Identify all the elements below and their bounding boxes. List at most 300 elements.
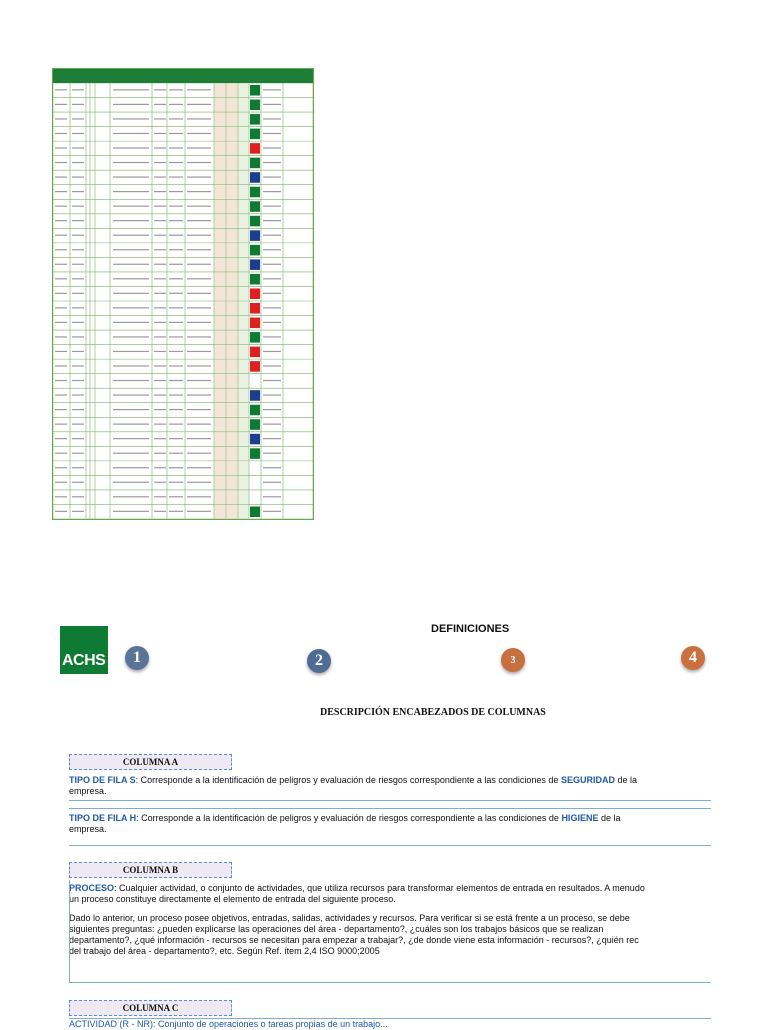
cell-text-mark bbox=[55, 453, 67, 454]
grid-cell-fill bbox=[227, 185, 238, 199]
risk-level-cell bbox=[250, 288, 260, 299]
grid-cell-fill bbox=[239, 171, 249, 185]
grid-cell-fill bbox=[239, 432, 249, 446]
cell-text-mark bbox=[154, 118, 166, 119]
grid-cell-fill bbox=[215, 243, 226, 257]
cell-text-mark bbox=[263, 235, 281, 236]
grid-cell-fill bbox=[215, 389, 226, 403]
grid-cell-fill bbox=[215, 84, 226, 98]
cell-text-mark bbox=[154, 264, 166, 265]
cell-text-mark bbox=[55, 89, 67, 90]
cell-text-mark bbox=[55, 438, 67, 439]
cell-text-mark bbox=[187, 380, 211, 381]
section-title: DESCRIPCIÓN ENCABEZADOS DE COLUMNAS bbox=[320, 707, 546, 718]
cell-text-mark bbox=[72, 191, 84, 192]
grid-cell-fill bbox=[215, 331, 226, 345]
cell-text-mark bbox=[169, 191, 183, 192]
grid-cell-fill bbox=[239, 345, 249, 359]
cell-text-mark bbox=[187, 206, 211, 207]
grid-cell-fill bbox=[215, 258, 226, 272]
cell-text-mark bbox=[113, 278, 149, 279]
cell-text-mark bbox=[113, 336, 149, 337]
risk-level-cell bbox=[250, 129, 260, 140]
risk-level-cell bbox=[250, 506, 260, 517]
risk-level-cell bbox=[250, 405, 260, 416]
risk-level-cell bbox=[250, 419, 260, 430]
grid-cell-fill bbox=[227, 316, 238, 330]
column-a-definition-s: TIPO DE FILA S: Corresponde a la identificación de peligros y evaluación de riesgos correspondiente a las condiciones de SEGURIDAD de la empresa. bbox=[69, 775, 637, 796]
cell-text-mark bbox=[263, 365, 281, 366]
cell-text-mark bbox=[113, 467, 149, 468]
cell-text-mark bbox=[55, 380, 67, 381]
cell-text-mark bbox=[113, 409, 149, 410]
cell-text-mark bbox=[72, 133, 84, 134]
cell-text-mark bbox=[169, 467, 183, 468]
cell-text-mark bbox=[55, 496, 67, 497]
grid-cell-fill bbox=[227, 345, 238, 359]
grid-cell-fill bbox=[215, 214, 226, 228]
cell-text-mark bbox=[55, 365, 67, 366]
cell-text-mark bbox=[169, 394, 183, 395]
grid-cell-fill bbox=[215, 345, 226, 359]
cell-text-mark bbox=[187, 220, 211, 221]
cell-text-mark bbox=[187, 409, 211, 410]
grid-cell-fill bbox=[215, 505, 226, 519]
grid-cell-fill bbox=[227, 156, 238, 170]
grid-cell-fill bbox=[239, 185, 249, 199]
grid-cell-fill bbox=[215, 302, 226, 316]
grid-cell-fill bbox=[215, 98, 226, 112]
cell-text-mark bbox=[187, 365, 211, 366]
cell-text-mark bbox=[187, 176, 211, 177]
cell-text-mark bbox=[113, 220, 149, 221]
cell-text-mark bbox=[154, 336, 166, 337]
cell-text-mark bbox=[154, 176, 166, 177]
cell-text-mark bbox=[113, 496, 149, 497]
cell-text-mark bbox=[187, 147, 211, 148]
divider bbox=[69, 800, 711, 801]
grid-cell-fill bbox=[239, 389, 249, 403]
grid-cell-fill bbox=[227, 200, 238, 214]
cell-text-mark bbox=[72, 424, 84, 425]
term-proceso: PROCESO bbox=[69, 883, 115, 893]
term-tipo-fila-h: TIPO DE FILA H bbox=[69, 813, 137, 823]
keyword-higiene: HIGIENE bbox=[561, 813, 599, 823]
cell-text-mark bbox=[263, 307, 281, 308]
grid-cell-fill bbox=[239, 287, 249, 301]
cell-text-mark bbox=[169, 235, 183, 236]
risk-level-cell bbox=[250, 85, 260, 96]
grid-cell-fill bbox=[227, 331, 238, 345]
grid-cell-fill bbox=[227, 287, 238, 301]
cell-text-mark bbox=[113, 89, 149, 90]
cell-text-mark bbox=[169, 336, 183, 337]
grid-cell-fill bbox=[239, 127, 249, 141]
grid-cell-fill bbox=[227, 403, 238, 417]
cell-text-mark bbox=[55, 249, 67, 250]
grid-cell-fill bbox=[239, 505, 249, 519]
cell-text-mark bbox=[55, 424, 67, 425]
step-circle-4: 4 bbox=[681, 646, 705, 670]
cell-text-mark bbox=[113, 264, 149, 265]
cell-text-mark bbox=[113, 365, 149, 366]
divider bbox=[69, 982, 711, 983]
cell-text-mark bbox=[55, 147, 67, 148]
cell-text-mark bbox=[154, 394, 166, 395]
grid-cell-fill bbox=[227, 461, 238, 475]
risk-level-cell bbox=[250, 100, 260, 111]
risk-level-cell bbox=[250, 274, 260, 285]
grid-cell-fill bbox=[215, 432, 226, 446]
grid-cell-fill bbox=[227, 127, 238, 141]
cell-text-mark bbox=[154, 104, 166, 105]
cell-text-mark bbox=[154, 191, 166, 192]
cell-text-mark bbox=[187, 235, 211, 236]
cell-text-mark bbox=[187, 438, 211, 439]
grid-cell-fill bbox=[215, 200, 226, 214]
grid-cell-fill bbox=[227, 302, 238, 316]
grid-cell-fill bbox=[227, 447, 238, 461]
grid-cell-fill bbox=[215, 461, 226, 475]
cell-text-mark bbox=[187, 336, 211, 337]
keyword-seguridad: SEGURIDAD bbox=[560, 775, 615, 785]
cell-text-mark bbox=[154, 147, 166, 148]
cell-text-mark bbox=[55, 409, 67, 410]
cell-text-mark bbox=[169, 424, 183, 425]
grid-cell-fill bbox=[239, 200, 249, 214]
cell-text-mark bbox=[72, 496, 84, 497]
cell-text-mark bbox=[55, 104, 67, 105]
column-b-label: COLUMNA B bbox=[69, 862, 232, 878]
cell-text-mark bbox=[169, 133, 183, 134]
cell-text-mark bbox=[113, 147, 149, 148]
grid-cell-fill bbox=[239, 229, 249, 243]
cell-text-mark bbox=[113, 133, 149, 134]
grid-cell-fill bbox=[227, 258, 238, 272]
cell-text-mark bbox=[72, 380, 84, 381]
cell-text-mark bbox=[113, 511, 149, 512]
grid-cell-fill bbox=[215, 142, 226, 156]
cell-text-mark bbox=[55, 176, 67, 177]
cell-text-mark bbox=[154, 206, 166, 207]
cell-text-mark bbox=[169, 104, 183, 105]
cell-text-mark bbox=[187, 293, 211, 294]
grid-cell-fill bbox=[239, 403, 249, 417]
grid-cell-fill bbox=[227, 490, 238, 504]
grid-cell-fill bbox=[239, 374, 249, 388]
cell-text-mark bbox=[263, 191, 281, 192]
cell-text-mark bbox=[169, 453, 183, 454]
page-title: DEFINICIONES bbox=[431, 623, 510, 635]
grid-cell-fill bbox=[239, 156, 249, 170]
cell-text-mark bbox=[55, 220, 67, 221]
cell-text-mark bbox=[72, 264, 84, 265]
cell-text-mark bbox=[55, 511, 67, 512]
cell-text-mark bbox=[154, 307, 166, 308]
cell-text-mark bbox=[187, 467, 211, 468]
grid-cell-fill bbox=[239, 316, 249, 330]
cell-text-mark bbox=[169, 380, 183, 381]
cell-text-mark bbox=[72, 438, 84, 439]
cell-text-mark bbox=[55, 307, 67, 308]
cell-text-mark bbox=[263, 424, 281, 425]
grid-cell-fill bbox=[215, 272, 226, 286]
cell-text-mark bbox=[169, 322, 183, 323]
cell-text-mark bbox=[263, 453, 281, 454]
cell-text-mark bbox=[263, 176, 281, 177]
grid-cell-fill bbox=[239, 142, 249, 156]
cell-text-mark bbox=[169, 482, 183, 483]
column-a-definition-h: TIPO DE FILA H: Corresponde a la identificación de peligros y evaluación de riesgos correspondiente a las condiciones de HIGIENE de la empresa. bbox=[69, 813, 621, 834]
cell-text-mark bbox=[154, 380, 166, 381]
cell-text-mark bbox=[263, 482, 281, 483]
cell-text-mark bbox=[169, 176, 183, 177]
cell-text-mark bbox=[263, 438, 281, 439]
cell-text-mark bbox=[187, 307, 211, 308]
cell-text-mark bbox=[113, 104, 149, 105]
grid-cell-fill bbox=[227, 229, 238, 243]
grid-cell-fill bbox=[239, 84, 249, 98]
grid-cell-fill bbox=[227, 214, 238, 228]
cell-text-mark bbox=[169, 89, 183, 90]
cell-text-mark bbox=[263, 249, 281, 250]
grid-cell-fill bbox=[239, 490, 249, 504]
cell-text-mark bbox=[154, 453, 166, 454]
risk-level-cell bbox=[250, 361, 260, 372]
cell-text-mark bbox=[263, 322, 281, 323]
risk-level-cell bbox=[250, 390, 260, 401]
cell-text-mark bbox=[169, 365, 183, 366]
cell-text-mark bbox=[187, 264, 211, 265]
cell-text-mark bbox=[113, 453, 149, 454]
grid-cell-fill bbox=[239, 258, 249, 272]
cell-text-mark bbox=[55, 293, 67, 294]
cell-text-mark bbox=[55, 467, 67, 468]
risk-level-cell bbox=[250, 303, 260, 314]
achs-logo: ACHS bbox=[60, 626, 108, 674]
grid-cell-fill bbox=[227, 389, 238, 403]
cell-text-mark bbox=[154, 162, 166, 163]
cell-text-mark bbox=[55, 191, 67, 192]
cell-text-mark bbox=[187, 351, 211, 352]
cell-text-mark bbox=[169, 147, 183, 148]
cell-text-mark bbox=[263, 278, 281, 279]
grid-cell-fill bbox=[227, 171, 238, 185]
grid-cell-fill bbox=[227, 476, 238, 490]
cell-text-mark bbox=[169, 264, 183, 265]
risk-level-cell bbox=[250, 216, 260, 227]
risk-level-cell bbox=[250, 245, 260, 256]
cell-text-mark bbox=[55, 482, 67, 483]
cell-text-mark bbox=[55, 394, 67, 395]
cell-text-mark bbox=[154, 424, 166, 425]
cell-text-mark bbox=[154, 278, 166, 279]
cell-text-mark bbox=[72, 394, 84, 395]
cell-text-mark bbox=[72, 307, 84, 308]
cell-text-mark bbox=[55, 278, 67, 279]
cell-text-mark bbox=[263, 336, 281, 337]
cell-text-mark bbox=[72, 482, 84, 483]
cell-text-mark bbox=[55, 264, 67, 265]
cell-text-mark bbox=[169, 438, 183, 439]
cell-text-mark bbox=[72, 235, 84, 236]
risk-level-cell bbox=[250, 172, 260, 183]
cell-text-mark bbox=[72, 162, 84, 163]
cell-text-mark bbox=[263, 351, 281, 352]
cell-text-mark bbox=[169, 162, 183, 163]
grid-cell-fill bbox=[215, 156, 226, 170]
risk-level-cell bbox=[250, 158, 260, 169]
risk-level-cell bbox=[250, 187, 260, 198]
cell-text-mark bbox=[55, 118, 67, 119]
cell-text-mark bbox=[263, 511, 281, 512]
grid-cell-fill bbox=[227, 374, 238, 388]
cell-text-mark bbox=[113, 235, 149, 236]
cell-text-mark bbox=[187, 162, 211, 163]
cell-text-mark bbox=[55, 235, 67, 236]
grid-cell-fill bbox=[239, 113, 249, 127]
cell-text-mark bbox=[113, 424, 149, 425]
cell-text-mark bbox=[154, 235, 166, 236]
cell-text-mark bbox=[263, 206, 281, 207]
grid-cell-fill bbox=[215, 447, 226, 461]
grid-cell-fill bbox=[215, 185, 226, 199]
grid-cell-fill bbox=[239, 214, 249, 228]
cell-text-mark bbox=[263, 133, 281, 134]
column-b-definition: PROCESO: Cualquier actividad, o conjunto de actividades, que utiliza recursos para transformar elementos de entrada en resultados. A menudo un proceso constituye directamente el elemento de entrada del siguiente proceso. Dado lo anterior, un proceso posee objetivos, entradas, salidas, actividades y recursos. Para verificar si se está frente a un proceso, se debe siguientes preguntas: ¿pueden explicarse las operaciones del área - departamento?, ¿cuáles son los trabajos básicos que se realizan departamento?, ¿qué información - recursos se necesitan para empezar a trabajar?, ¿de donde viene esta información - recursos?, ¿quién rec del trabajo del área - departamento?, etc. Según Ref. ítem 2,4 ISO 9000;2005 bbox=[69, 883, 645, 956]
cell-text-mark bbox=[169, 278, 183, 279]
cell-text-mark bbox=[55, 336, 67, 337]
grid-cell-fill bbox=[239, 476, 249, 490]
spreadsheet-grid bbox=[53, 83, 313, 519]
cell-text-mark bbox=[187, 322, 211, 323]
cell-text-mark bbox=[113, 293, 149, 294]
cell-text-mark bbox=[154, 351, 166, 352]
cell-text-mark bbox=[169, 511, 183, 512]
cell-text-mark bbox=[263, 89, 281, 90]
step-circle-2: 2 bbox=[307, 649, 331, 673]
cell-text-mark bbox=[154, 482, 166, 483]
cell-text-mark bbox=[72, 409, 84, 410]
cell-text-mark bbox=[154, 496, 166, 497]
cell-text-mark bbox=[72, 220, 84, 221]
grid-cell-fill bbox=[215, 171, 226, 185]
grid-cell-fill bbox=[215, 113, 226, 127]
grid-cell-fill bbox=[215, 127, 226, 141]
grid-cell-fill bbox=[239, 418, 249, 432]
grid-cell-fill bbox=[227, 272, 238, 286]
column-c-definition: ACTIVIDAD (R - NR): Conjunto de operaciones o tareas propias de un trabajo... bbox=[69, 1019, 388, 1029]
divider bbox=[69, 845, 711, 846]
cell-text-mark bbox=[169, 206, 183, 207]
grid-cell-fill bbox=[227, 113, 238, 127]
grid-cell-fill bbox=[239, 243, 249, 257]
cell-text-mark bbox=[263, 118, 281, 119]
column-c-label: COLUMNA C bbox=[69, 1000, 232, 1016]
spreadsheet-header-band bbox=[53, 69, 313, 83]
grid-cell-fill bbox=[227, 360, 238, 374]
risk-level-cell bbox=[250, 114, 260, 125]
cell-text-mark bbox=[72, 104, 84, 105]
risk-level-cell bbox=[250, 143, 260, 154]
cell-text-mark bbox=[55, 322, 67, 323]
grid-cell-fill bbox=[227, 418, 238, 432]
grid-cell-fill bbox=[239, 447, 249, 461]
cell-text-mark bbox=[113, 394, 149, 395]
cell-text-mark bbox=[263, 394, 281, 395]
cell-text-mark bbox=[55, 162, 67, 163]
grid-cell-fill bbox=[215, 490, 226, 504]
grid-cell-fill bbox=[215, 316, 226, 330]
cell-text-mark bbox=[113, 118, 149, 119]
cell-text-mark bbox=[72, 351, 84, 352]
cell-text-mark bbox=[187, 278, 211, 279]
cell-text-mark bbox=[113, 351, 149, 352]
cell-text-mark bbox=[154, 220, 166, 221]
cell-text-mark bbox=[154, 249, 166, 250]
grid-cell-fill bbox=[239, 272, 249, 286]
grid-cell-fill bbox=[215, 374, 226, 388]
grid-cell-fill bbox=[215, 360, 226, 374]
risk-level-cell bbox=[250, 230, 260, 241]
cell-text-mark bbox=[113, 438, 149, 439]
cell-text-mark bbox=[187, 104, 211, 105]
grid-cell-fill bbox=[215, 229, 226, 243]
cell-text-mark bbox=[154, 511, 166, 512]
cell-text-mark bbox=[187, 133, 211, 134]
cell-text-mark bbox=[55, 206, 67, 207]
column-a-label: COLUMNA A bbox=[69, 754, 232, 770]
cell-text-mark bbox=[169, 118, 183, 119]
cell-text-mark bbox=[72, 293, 84, 294]
cell-text-mark bbox=[72, 365, 84, 366]
cell-text-mark bbox=[187, 496, 211, 497]
cell-text-mark bbox=[187, 511, 211, 512]
cell-text-mark bbox=[113, 162, 149, 163]
cell-text-mark bbox=[169, 249, 183, 250]
cell-text-mark bbox=[72, 176, 84, 177]
cell-text-mark bbox=[187, 424, 211, 425]
grid-cell-fill bbox=[239, 461, 249, 475]
cell-text-mark bbox=[154, 365, 166, 366]
risk-level-cell bbox=[250, 201, 260, 212]
cell-text-mark bbox=[154, 89, 166, 90]
divider bbox=[69, 808, 711, 809]
cell-text-mark bbox=[113, 191, 149, 192]
cell-text-mark bbox=[72, 336, 84, 337]
cell-text-mark bbox=[263, 409, 281, 410]
grid-cell-fill bbox=[239, 302, 249, 316]
cell-text-mark bbox=[72, 511, 84, 512]
grid-cell-fill bbox=[215, 476, 226, 490]
cell-text-mark bbox=[72, 322, 84, 323]
cell-text-mark bbox=[72, 278, 84, 279]
cell-text-mark bbox=[154, 409, 166, 410]
cell-text-mark bbox=[154, 322, 166, 323]
grid-cell-fill bbox=[227, 84, 238, 98]
cell-text-mark bbox=[187, 394, 211, 395]
risk-level-cell bbox=[250, 318, 260, 329]
risk-level-cell bbox=[250, 434, 260, 445]
grid-cell-fill bbox=[215, 418, 226, 432]
cell-text-mark bbox=[72, 453, 84, 454]
cell-text-mark bbox=[154, 133, 166, 134]
grid-cell-fill bbox=[227, 98, 238, 112]
cell-text-mark bbox=[169, 307, 183, 308]
step-circle-1: 1 bbox=[125, 646, 149, 670]
cell-text-mark bbox=[169, 351, 183, 352]
grid-cell-fill bbox=[239, 360, 249, 374]
